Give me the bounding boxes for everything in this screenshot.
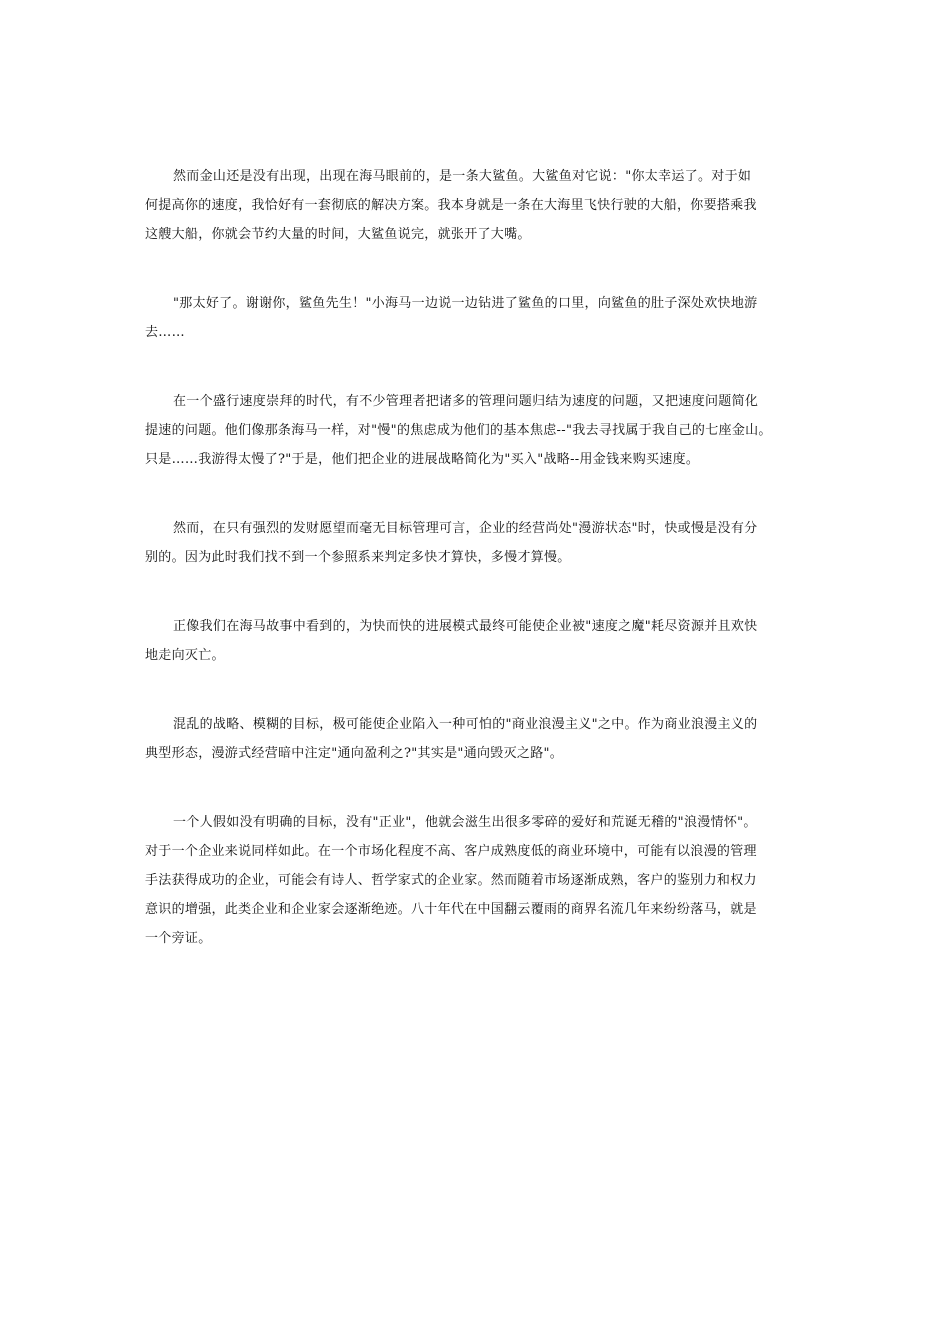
text-line: 然而金山还是没有出现，出现在海马眼前的，是一条大鲨鱼。大鲨鱼对它说："你太幸运了。对于如 [173,169,752,184]
text-line: 混乱的战略、模糊的目标，极可能使企业陷入一种可怕的"商业浪漫主义"之中。作为商业浪漫主义的 [173,717,758,732]
text-line: 典型形态，漫游式经营暗中注定"通向盈利之?"其实是"通向毁灭之路"。 [145,746,564,761]
text-line: 去…… [145,325,185,340]
text-line: 只是……我游得太慢了?"于是，他们把企业的进展战略简化为"买入"战略--用金钱来购买速度。 [145,452,700,467]
text-line: 然而，在只有强烈的发财愿望而毫无目标管理可言，企业的经营尚处"漫游状态"时，快或慢是没有分 [173,521,758,536]
text-line: 一个旁证。 [145,931,212,946]
text-line: "那太好了。谢谢你，鲨鱼先生！"小海马一边说一边钻进了鲨鱼的口里，向鲨鱼的肚子深处欢快地游 [173,296,758,311]
text-line: 别的。因为此时我们找不到一个参照系来判定多快才算快，多慢才算慢。 [145,550,571,565]
text-line: 手法获得成功的企业，可能会有诗人、哲学家式的企业家。然而随着市场逐渐成熟，客户的鉴别力和权力 [145,873,757,888]
paragraph-roaming-state [145,514,815,572]
text-line: 何提高你的速度，我恰好有一套彻底的解决方案。我本身就是一条在大海里飞快行驶的大船，你要搭乘我 [145,198,757,213]
text-line: 在一个盛行速度崇拜的时代，有不少管理者把诸多的管理问题归结为速度的问题，又把速度问题简化 [173,394,759,409]
document-body [145,162,815,993]
text-line: 意识的增强，此类企业和企业家会逐渐绝迹。八十年代在中国翻云覆雨的商界名流几年来纷纷落马，就是 [145,902,757,917]
text-line: 一个人假如没有明确的目标，没有"正业"，他就会滋生出很多零碎的爱好和荒诞无稽的"浪漫情怀"。 [173,815,757,830]
text-line: 提速的问题。他们像那条海马一样，对"慢"的焦虑成为他们的基本焦虑--"我去寻找属于我自己的七座金山。 [145,423,772,438]
paragraph-business-romanticism [145,710,815,768]
text-line: 这艘大船，你就会节约大量的时间，大鲨鱼说完，就张开了大嘴。 [145,227,531,242]
text-line: 正像我们在海马故事中看到的，为快而快的进展模式最终可能使企业被"速度之魔"耗尽资源并且欢快 [173,619,758,634]
paragraph-seahorse-reply [145,289,815,347]
paragraph-clear-goals [145,808,815,953]
paragraph-shark [145,162,815,249]
text-line: 对于一个企业来说同样如此。在一个市场化程度不高、客户成熟度低的商业环境中，可能有以浪漫的管理 [145,844,757,859]
text-line: 地走向灭亡。 [145,648,225,663]
paragraph-speed-demon [145,612,815,670]
paragraph-speed-worship [145,387,815,474]
